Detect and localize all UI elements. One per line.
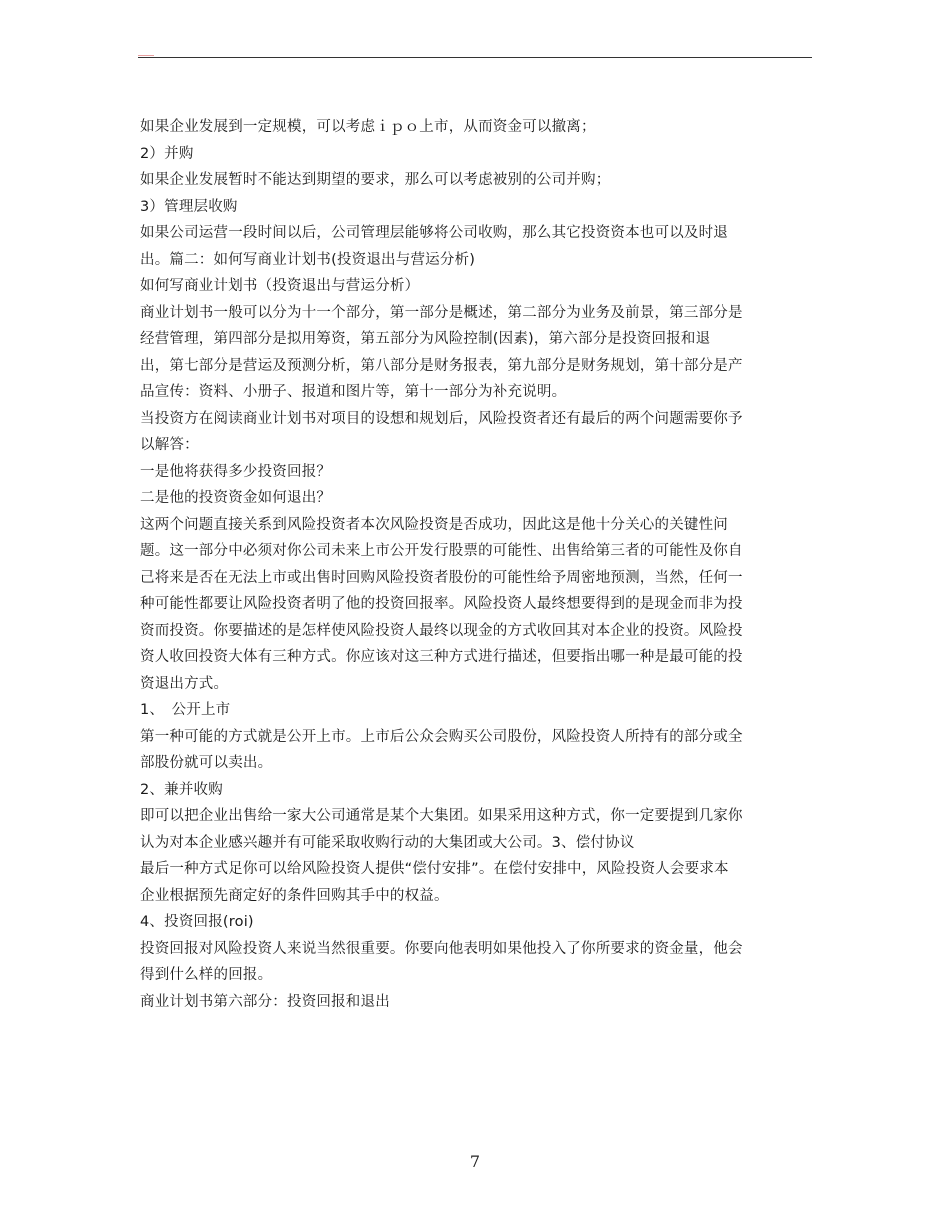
text-line: 4、投资回报(roi)	[140, 914, 254, 930]
text-line: 一是他将获得多少投资回报？	[140, 463, 332, 480]
text-line: 商业计划书第六部分：投资回报和退出	[140, 993, 390, 1010]
text-line: 最后一种方式足你可以给风险投资人提供“偿付安排”。在偿付安排中，风险投资人会要求本	[140, 861, 729, 877]
text-line: 2）并购	[140, 145, 194, 162]
text-line: 得到什么样的回报。	[140, 967, 273, 983]
document-body	[140, 114, 812, 1015]
text-line: 第一种可能的方式就是公开上市。上市后公众会购买公司股份，风险投资人所持有的部分或全	[140, 728, 743, 745]
text-line: 二是他的投资资金如何退出？	[140, 490, 332, 506]
text-line: 3）管理层收购	[140, 198, 238, 215]
text-line: 品宣传：资料、小册子、报道和图片等，第十一部分为补充说明。	[140, 384, 567, 400]
text-line: 己将来是否在无法上市或出售时回购风险投资者股份的可能性给予周密地预测，当然，任何一	[140, 569, 743, 586]
text-line: 以解答：	[140, 437, 199, 453]
text-line: 资退出方式。	[140, 675, 229, 692]
text-line: 出，第七部分是营运及预测分析，第八部分是财务报表，第九部分是财务规划，第十部分是产	[140, 357, 743, 374]
text-line: 种可能性都要让风险投资者明了他的投资回报率。风险投资人最终想要得到的是现金而非为投	[140, 596, 743, 612]
text-line: 投资回报对风险投资人来说当然很重要。你要向他表明如果他投入了你所要求的资金量，他会	[140, 940, 743, 957]
text-line: 当投资方在阅读商业计划书对项目的设想和规划后，风险投资者还有最后的两个问题需要你予	[140, 410, 743, 427]
page-number: 7	[469, 1152, 481, 1171]
text-line: 资人收回投资大体有三种方式。你应该对这三种方式进行描述，但要指出哪一种是最可能的投	[140, 649, 743, 665]
text-line: 如果企业发展到一定规模，可以考虑ｉｐｏ上市，从而资金可以撤离；	[140, 119, 596, 135]
text-line: 如何写商业计划书（投资退出与营运分析）	[140, 278, 420, 294]
text-line: 出。篇二：如何写商业计划书(投资退出与营运分析)	[140, 251, 476, 268]
text-line: 即可以把企业出售给一家大公司通常是某个大集团。如果采用这种方式，你一定要提到几家你	[140, 808, 743, 824]
text-line: 如果企业发展暂时不能达到期望的要求，那么可以考虑被别的公司并购；	[140, 172, 611, 188]
text-line: 1、 公开上市	[140, 702, 231, 718]
header-rule	[138, 57, 812, 58]
text-line: 经营管理，第四部分是拟用筹资，第五部分为风险控制(因素)，第六部分是投资回报和退	[140, 331, 711, 347]
text-line: 部股份就可以卖出。	[140, 755, 273, 771]
text-line: 如果公司运营一段时间以后，公司管理层能够将公司收购，那么其它投资资本也可以及时退	[140, 225, 728, 241]
text-line: 资而投资。你要描述的是怎样使风险投资人最终以现金的方式收回其对本企业的投资。风险投	[140, 622, 743, 639]
text-line: 2、兼并收购	[140, 781, 223, 798]
text-line: 企业根据预先商定好的条件回购其手中的权益。	[140, 887, 449, 904]
text-line: 题。这一部分中必须对你公司未来上市公开发行股票的可能性、出售给第三者的可能性及你自	[140, 543, 743, 559]
text-line: 商业计划书一般可以分为十一个部分，第一部分是概述，第二部分为业务及前景，第三部分是	[140, 304, 743, 321]
text-line: 认为对本企业感兴趣并有可能采取收购行动的大集团或大公司。3、偿付协议	[140, 834, 635, 851]
text-line: 这两个问题直接关系到风险投资者本次风险投资是否成功，因此这是他十分关心的关键性问	[140, 516, 728, 533]
header-mark	[138, 55, 154, 56]
